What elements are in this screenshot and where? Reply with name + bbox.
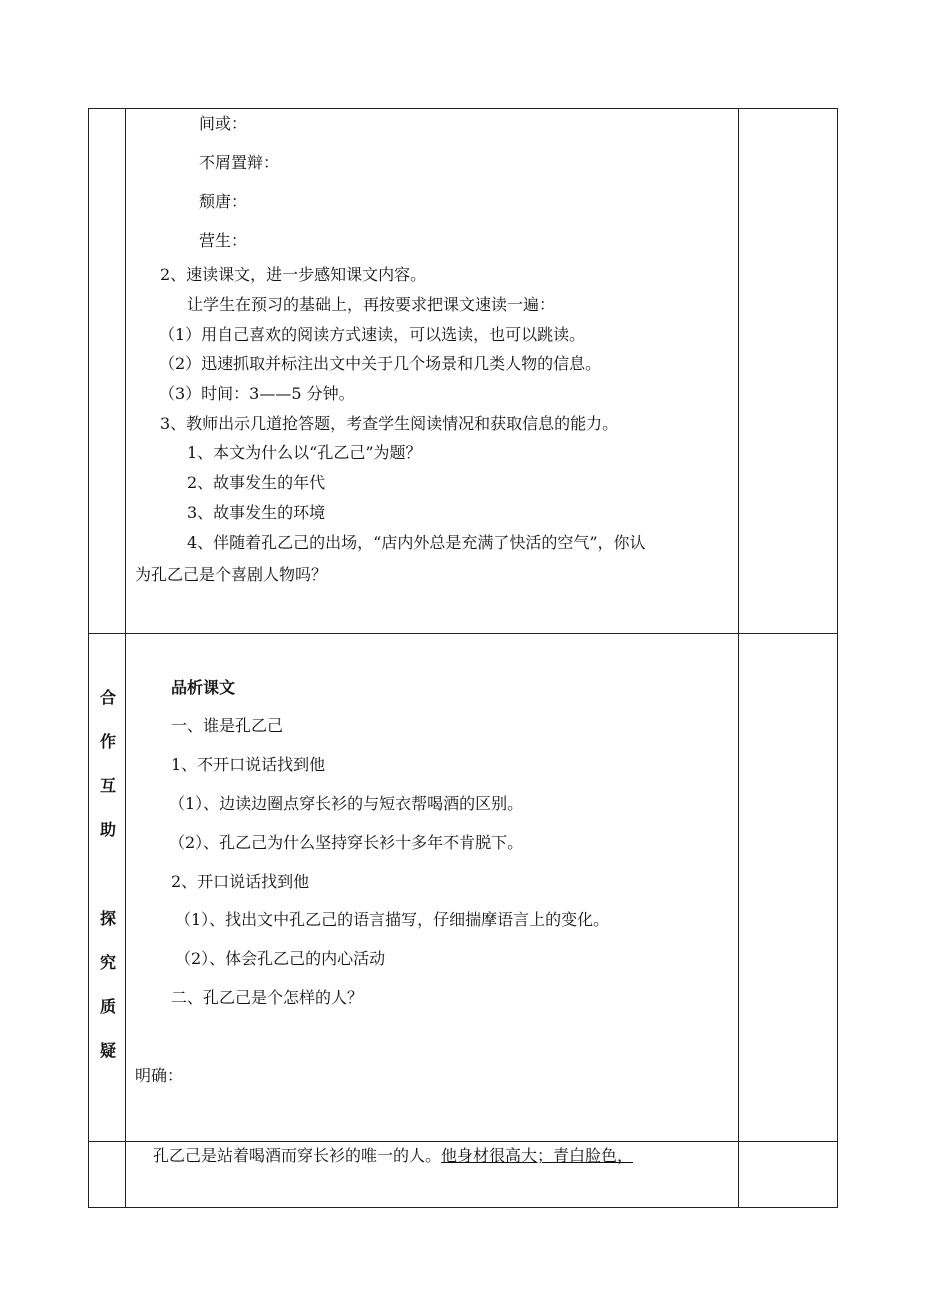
side-char: 互 xyxy=(99,776,116,795)
text-line: （1）用自己喜欢的阅读方式速读，可以选读，也可以跳读。 xyxy=(159,325,586,344)
text-line: 4、伴随着孔乙己的出场，“店内外总是充满了快活的空气”，你认 xyxy=(187,533,646,552)
column-divider-left xyxy=(125,109,126,1207)
text-line: 不屑置辩： xyxy=(199,153,280,172)
side-char: 助 xyxy=(99,820,116,839)
side-char: 合 xyxy=(99,688,116,707)
text-line: （1）、找出文中孔乙己的语言描写，仔细揣摩语言上的变化。 xyxy=(175,910,610,929)
text-line: 间或： xyxy=(199,114,248,133)
text-plain: 孔乙己是站着喝酒而穿长衫的唯一的人。 xyxy=(153,1146,442,1165)
text-line: 1、不开口说话找到他 xyxy=(171,755,326,774)
lesson-table xyxy=(88,108,838,1208)
text-line: 3、故事发生的环境 xyxy=(187,503,326,522)
text-line: （2）迅速抓取并标注出文中关于几个场景和几类人物的信息。 xyxy=(159,354,602,373)
side-char: 疑 xyxy=(99,1041,116,1060)
text-line: 2、故事发生的年代 xyxy=(187,473,326,492)
text-line: 明确： xyxy=(135,1066,184,1085)
column-divider-right xyxy=(738,109,739,1207)
side-char: 作 xyxy=(99,732,116,751)
text-line: 3、教师出示几道抢答题，考查学生阅读情况和获取信息的能力。 xyxy=(160,414,619,433)
text-line: （3）时间：3——5 分钟。 xyxy=(159,384,355,403)
text-line: 1、本文为什么以“孔乙己”为题？ xyxy=(187,443,422,462)
section-heading: 品析课文 xyxy=(171,678,236,697)
side-char: 究 xyxy=(99,953,116,972)
text-line: 2、速读课文，进一步感知课文内容。 xyxy=(160,265,427,284)
side-char: 质 xyxy=(99,997,116,1016)
row-divider-1 xyxy=(89,633,837,634)
text-underlined: 他身材很高大；青白脸色， xyxy=(441,1146,634,1165)
text-line: 让学生在预习的基础上，再按要求把课文速读一遍： xyxy=(187,295,556,314)
row3-text xyxy=(153,1146,633,1166)
side-char: 探 xyxy=(99,909,116,928)
text-line: 颓唐： xyxy=(199,192,248,211)
text-line: 二、孔乙己是个怎样的人？ xyxy=(171,988,364,1007)
text-line: 2、开口说话找到他 xyxy=(171,872,310,891)
text-line: 一、谁是孔乙己 xyxy=(171,716,284,735)
text-line: （2）、孔乙己为什么坚持穿长衫十多年不肯脱下。 xyxy=(169,833,524,852)
text-line: （1）、边读边圈点穿长衫的与短衣帮喝酒的区别。 xyxy=(169,794,524,813)
text-line: （2）、体会孔乙己的内心活动 xyxy=(175,949,386,968)
text-line: 营生： xyxy=(199,231,248,250)
text-line: 为孔乙己是个喜剧人物吗？ xyxy=(135,565,328,584)
row-divider-2 xyxy=(89,1141,837,1142)
